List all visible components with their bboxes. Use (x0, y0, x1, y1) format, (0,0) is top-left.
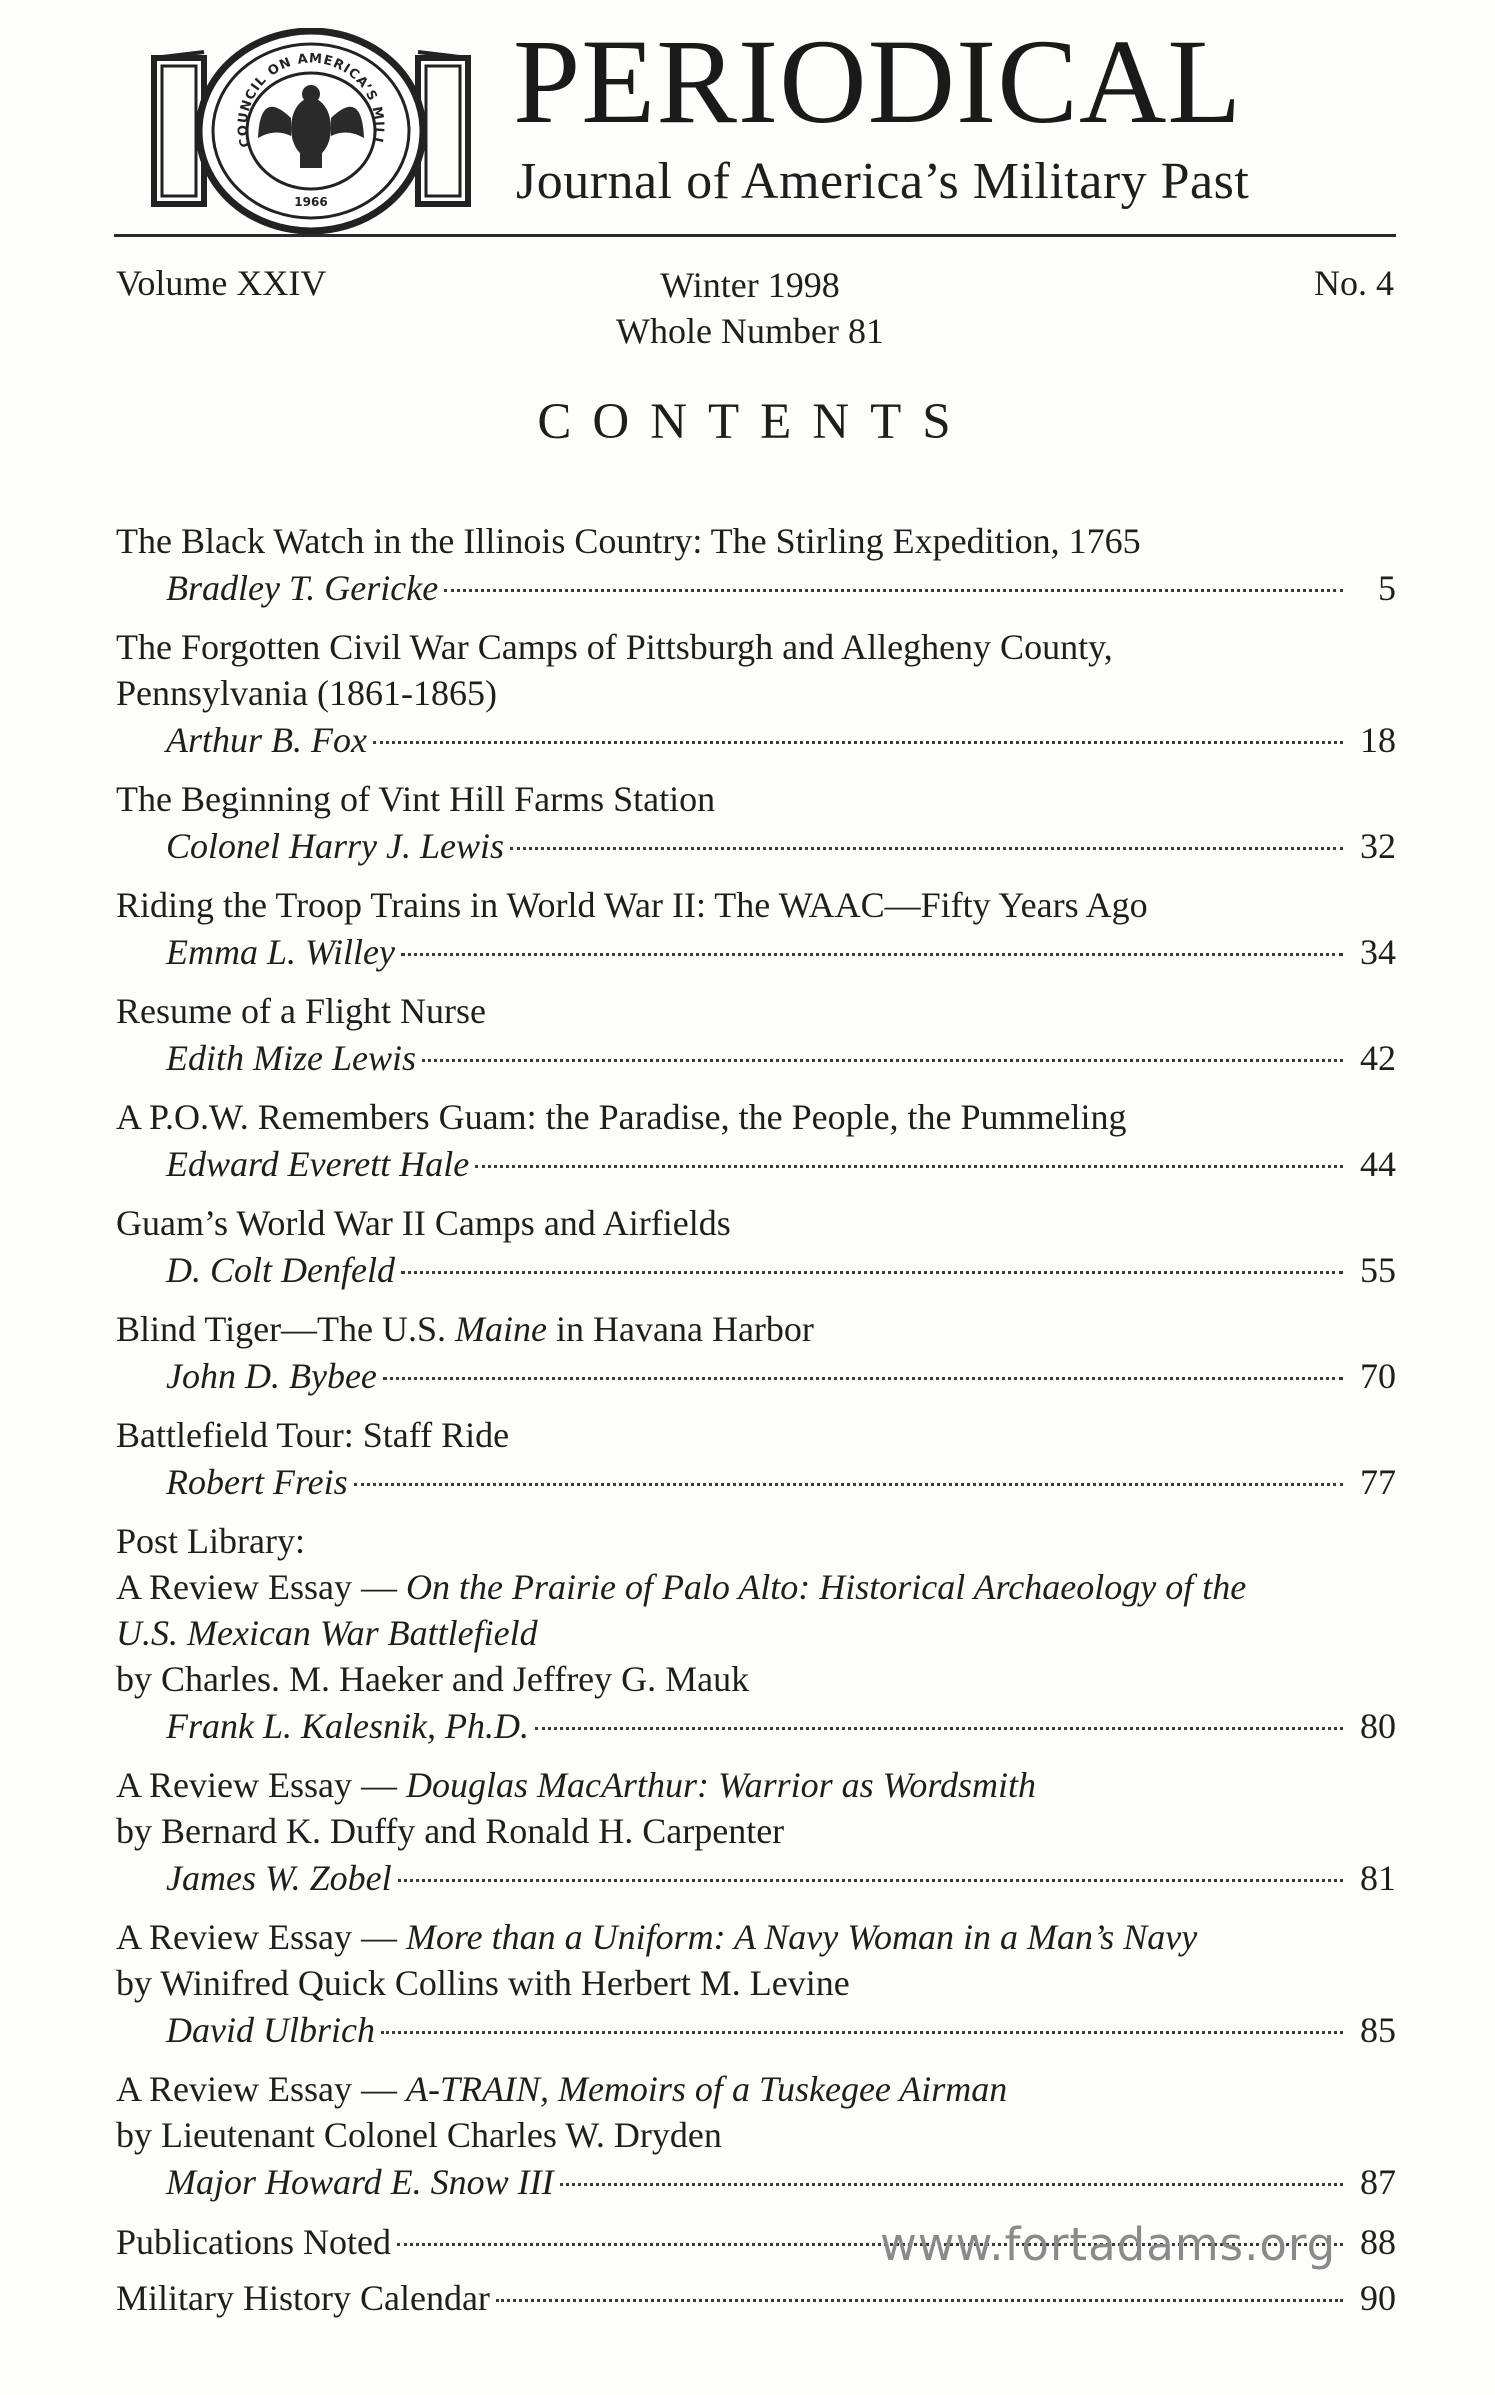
toc-entry (116, 2274, 1396, 2322)
review-entry (116, 1914, 1396, 2054)
article-author: Bradley T. Gericke (166, 568, 439, 608)
toc-entry (116, 1306, 1396, 1400)
review-entry (116, 1762, 1396, 1902)
page-number: 81 (1360, 1858, 1396, 1898)
post-library-heading: Post Library: (116, 1521, 305, 1561)
article-author: Colonel Harry J. Lewis (166, 826, 504, 866)
page-number: 18 (1360, 720, 1396, 760)
page-number: 70 (1360, 1356, 1396, 1396)
reviewer: Frank L. Kalesnik, Ph.D. (166, 1706, 529, 1746)
book-title: On the Prairie of Palo Alto: Historical Archaeology of the (405, 1567, 1247, 1607)
toc-entry (116, 988, 1396, 1082)
issue-whole-number: Whole Number 81 (616, 311, 884, 351)
page-number: 87 (1360, 2162, 1396, 2202)
page-number: 5 (1378, 568, 1396, 608)
page-number: 77 (1360, 1462, 1396, 1502)
article-title: The Beginning of Vint Hill Farms Station (116, 779, 716, 819)
article-author: Robert Freis (166, 1462, 348, 1502)
review-entry (116, 2066, 1396, 2206)
section-label: Publications Noted (116, 2222, 391, 2262)
article-title: The Black Watch in the Illinois Country: The Stirling Expedition, 1765 (116, 521, 1141, 561)
review-entry (116, 1564, 1396, 1750)
toc-entry (116, 624, 1396, 764)
book-title: More than a Uniform: A Navy Woman in a Man’s Navy (405, 1917, 1198, 1957)
article-author: D. Colt Denfeld (166, 1250, 395, 1290)
seal-year: 1966 (294, 195, 328, 209)
leader-dots (475, 1165, 1343, 1168)
article-author: Edward Everett Hale (166, 1144, 470, 1184)
book-title-continued: U.S. Mexican War Battlefield (116, 1613, 538, 1653)
leader-dots (401, 1271, 1343, 1274)
page-number: 85 (1360, 2010, 1396, 2050)
toc-entry (116, 1094, 1396, 1188)
article-author: Arthur B. Fox (166, 720, 367, 760)
article-title: A P.O.W. Remembers Guam: the Paradise, the People, the Pummeling (116, 1097, 1127, 1137)
article-title: Blind Tiger—The U.S. Maine in Havana Harbor (116, 1309, 814, 1349)
masthead-rule (114, 234, 1396, 237)
leader-dots (383, 1377, 1343, 1380)
page-number: 44 (1360, 1144, 1396, 1184)
article-title: Resume of a Flight Nurse (116, 991, 486, 1031)
toc-entry (116, 1200, 1396, 1294)
issue-season: Winter 1998 (660, 265, 840, 305)
page-number: 42 (1360, 1038, 1396, 1078)
section-label: Military History Calendar (116, 2278, 490, 2318)
toc-entry (116, 518, 1396, 612)
book-authors: by Bernard K. Duffy and Ronald H. Carpenter (116, 1811, 785, 1851)
book-title: A-TRAIN, Memoirs of a Tuskegee Airman (405, 2069, 1008, 2109)
contents-heading: CONTENTS (537, 394, 972, 450)
issue-number: No. 4 (1314, 263, 1394, 303)
ship-name: Maine (455, 1309, 548, 1349)
article-author: Emma L. Willey (166, 932, 395, 972)
leader-dots (354, 1483, 1343, 1486)
journal-subtitle: Journal of America’s Military Past (516, 153, 1250, 210)
leader-dots (422, 1059, 1343, 1062)
review-title: A Review Essay — A-TRAIN, Memoirs of a Tuskegee Airman (116, 2069, 1008, 2109)
article-title: Riding the Troop Trains in World War II: The WAAC—Fifty Years Ago (116, 885, 1148, 925)
book-authors: by Charles. M. Haeker and Jeffrey G. Mauk (116, 1659, 750, 1699)
page-number: 32 (1360, 826, 1396, 866)
review-title: A Review Essay — Douglas MacArthur: Warrior as Wordsmith (116, 1765, 1037, 1805)
leader-dots (444, 589, 1343, 592)
seal-text: COUNCIL ON AMERICA’S MILI (235, 51, 387, 149)
table-of-contents (116, 518, 1396, 2334)
toc-entry (116, 776, 1396, 870)
leader-dots (373, 741, 1343, 744)
review-title: A Review Essay — More than a Uniform: A Navy Woman in a Man’s Navy (116, 1917, 1198, 1957)
article-title: The Forgotten Civil War Camps of Pittsburgh and Allegheny County, (116, 627, 1113, 667)
post-library-heading-entry (116, 1518, 1396, 1564)
leader-dots (401, 953, 1343, 956)
leader-dots (381, 2031, 1343, 2034)
leader-dots (398, 1879, 1343, 1882)
reviewer: James W. Zobel (166, 1858, 392, 1898)
issue-date (530, 262, 970, 354)
article-author: Edith Mize Lewis (166, 1038, 416, 1078)
book-title: Douglas MacArthur: Warrior as Wordsmith (405, 1765, 1037, 1805)
review-title: A Review Essay — On the Prairie of Palo Alto: Historical Archaeology of the (116, 1567, 1247, 1607)
toc-entry (116, 882, 1396, 976)
reviewer: Major Howard E. Snow III (166, 2162, 554, 2202)
book-authors: by Winifred Quick Collins with Herbert M. Levine (116, 1963, 850, 2003)
journal-title: PERIODICAL (513, 15, 1243, 149)
volume-label: Volume XXIV (116, 263, 327, 303)
article-title-continued: Pennsylvania (1861-1865) (116, 673, 497, 713)
page-number: 88 (1360, 2222, 1396, 2262)
page-number: 80 (1360, 1706, 1396, 1746)
toc-entry (116, 1412, 1396, 1506)
council-seal-logo (150, 28, 472, 234)
leader-dots (496, 2299, 1343, 2302)
article-author: John D. Bybee (166, 1356, 377, 1396)
article-title: Guam’s World War II Camps and Airfields (116, 1203, 731, 1243)
book-authors: by Lieutenant Colonel Charles W. Dryden (116, 2115, 722, 2155)
leader-dots (535, 1727, 1343, 1730)
page-number: 90 (1360, 2278, 1396, 2318)
leader-dots (510, 847, 1343, 850)
page-number: 55 (1360, 1250, 1396, 1290)
page-number: 34 (1360, 932, 1396, 972)
reviewer: David Ulbrich (166, 2010, 375, 2050)
website-watermark: www.fortadams.org (880, 2218, 1337, 2271)
article-title: Battlefield Tour: Staff Ride (116, 1415, 510, 1455)
leader-dots (560, 2183, 1343, 2186)
